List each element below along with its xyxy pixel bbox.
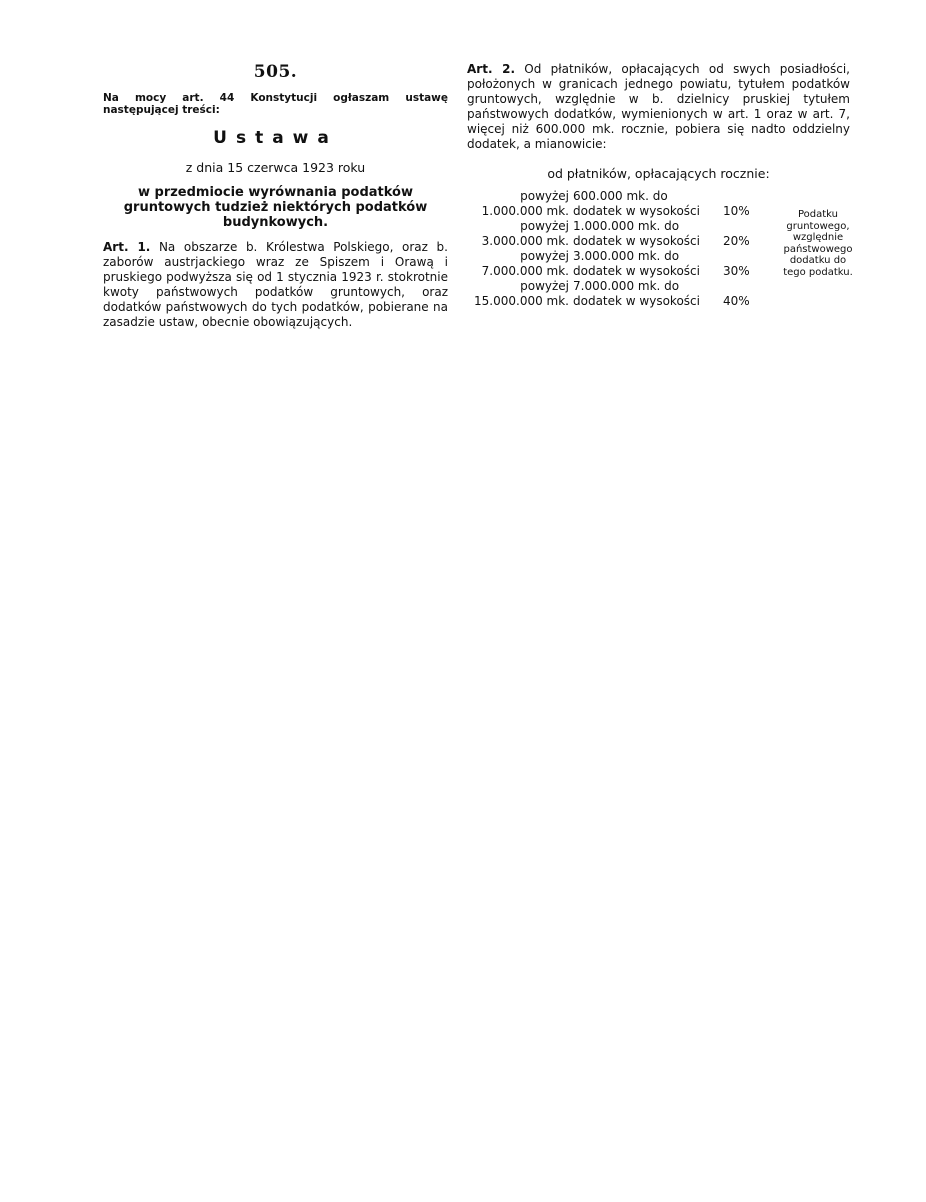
right-column xyxy=(467,62,853,309)
article-1-heading: Art. 1. xyxy=(103,240,151,254)
rate-from-label: powyżej xyxy=(520,279,569,293)
rates-intro: od płatników, opłacających rocznie: xyxy=(547,166,770,181)
rates-table xyxy=(467,189,853,309)
article-2-heading: Art. 2. xyxy=(467,62,516,76)
article-1 xyxy=(103,240,448,330)
rate-surcharge-label: dodatek w wysokości xyxy=(573,294,700,308)
rate-to-value: 3.000.000 mk. xyxy=(481,234,569,248)
rate-row xyxy=(467,279,850,309)
position-number: 505. xyxy=(253,62,298,82)
rate-from-value: 1.000.000 mk. do xyxy=(573,219,680,233)
article-2-text: Od płatników, opłacających od swych posiadłości, położonych w granicach jednego powiatu, tytułem podatków gruntowych, względnie w b. dzielnicy pruskiej tytułem państwowych dodatków, wymienionych w art. 1 oraz w art. 7, więcej niż 600.000 mk. rocznie, pobiera się nadto oddzielny dodatek, a mianowicie: xyxy=(467,62,850,151)
act-subject: w przedmiocie wyrównania podatków gruntowych tudzież niektórych podatków budynkowych. xyxy=(123,185,428,230)
article-1-text: Na obszarze b. Królestwa Polskiego, oraz b. zaborów austrjackiego wraz ze Spiszem i Orawą i pruskiego podwyższa się od 1 stycznia 1923 r. stokrotnie kwoty państwowych podatków gruntowych, oraz dodatków państwowych do tych podatków, pobierane na zasadzie ustaw, obecnie obowiązujących. xyxy=(103,240,448,329)
rates-side-note: Podatku gruntowego, względnie państwowego dodatku do tego podatku. xyxy=(783,209,853,278)
rate-from-value: 3.000.000 mk. do xyxy=(573,249,680,263)
rate-surcharge-label: dodatek w wysokości xyxy=(573,264,700,278)
rate-to-value: 15.000.000 mk. xyxy=(474,294,569,308)
preamble: Na mocy art. 44 Konstytucji ogłaszam ustawę następującej treści: xyxy=(103,92,448,116)
rate-from-label: powyżej xyxy=(520,249,569,263)
act-date: z dnia 15 czerwca 1923 roku xyxy=(185,160,366,175)
rate-to-value: 1.000.000 mk. xyxy=(481,204,569,218)
rate-to-value: 7.000.000 mk. xyxy=(481,264,569,278)
left-column xyxy=(103,62,448,330)
rate-surcharge-label: dodatek w wysokości xyxy=(573,234,700,248)
article-2 xyxy=(467,62,850,152)
rate-percent: 10% xyxy=(723,204,750,218)
rate-from-value: 600.000 mk. do xyxy=(573,189,668,203)
rate-surcharge-label: dodatek w wysokości xyxy=(573,204,700,218)
rate-percent: 40% xyxy=(723,294,750,308)
rate-from-label: powyżej xyxy=(520,189,569,203)
rate-percent: 30% xyxy=(723,264,750,278)
rate-from-value: 7.000.000 mk. do xyxy=(573,279,680,293)
rate-from-label: powyżej xyxy=(520,219,569,233)
act-title: Ustawa xyxy=(213,128,338,148)
rate-percent: 20% xyxy=(723,234,750,248)
